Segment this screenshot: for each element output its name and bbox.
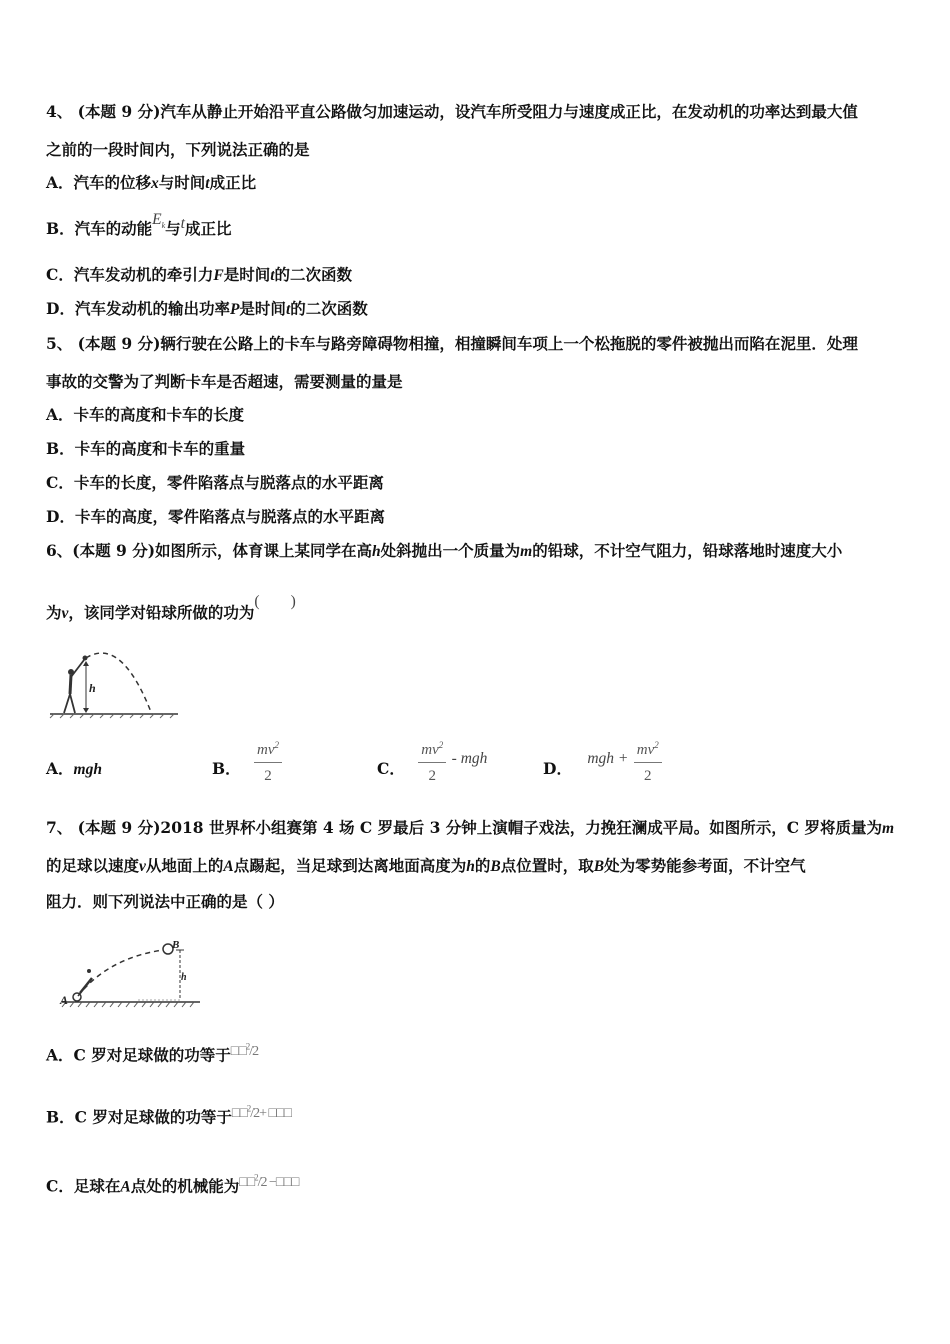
q7-option-c: C．足球在A点处的机械能为□□$^2$/2 −□□□ xyxy=(46,1172,299,1196)
q6-stem-line2: 为v，该同学对铅球所做的功为( ) xyxy=(46,593,296,622)
q4-option-b: B．汽车的动能$E_k$与t成正比 xyxy=(46,211,232,238)
q7-stem-line2: 的足球以速度v从地面上的A点踢起，当足球到达离地面高度为h的B点位置时，取B处为零势能参考面，不计空气 xyxy=(46,856,806,875)
q6-option-b: B． $\frac{mv^2}{2}$ xyxy=(212,735,282,786)
shot-put-figure xyxy=(46,646,181,720)
q6-stem-line1: 6、(本题 9 分)如图所示，体育课上某同学在高h处斜抛出一个质量为m的铅球，不计空气阻力，铅球落地时速度大小 xyxy=(46,541,843,560)
q7-option-b: B．C 罗对足球做的功等于□□$^2$/2+ □□□ xyxy=(46,1103,291,1127)
q4-stem-line2: 之前的一段时间内，下列说法正确的是 xyxy=(46,140,310,159)
height-label: h xyxy=(181,972,187,983)
q7-stem-line1: 7、 (本题 9 分)2018 世界杯小组赛第 4 场 C 罗最后 3 分钟上演帽子戏法，力挽狂澜成平局。如图所示，C 罗将质量为m xyxy=(46,818,895,837)
q5-option-b: B．卡车的高度和卡车的重量 xyxy=(46,439,246,458)
point-a-label: A xyxy=(60,993,69,1007)
q5-option-c: C．卡车的长度，零件陷落点与脱落点的水平距离 xyxy=(46,473,384,492)
q6-option-a: A．mgh xyxy=(46,759,102,778)
q4-option-c: C．汽车发动机的牵引力F是时间t的二次函数 xyxy=(46,265,353,284)
q7-option-a: A．C 罗对足球做的功等于□□$^2$/2 xyxy=(46,1041,259,1065)
height-label: h xyxy=(89,681,96,695)
q4-option-d: D．汽车发动机的输出功率P是时间t的二次函数 xyxy=(46,299,368,318)
point-b-label: B xyxy=(172,939,180,951)
answer-paren: ( ) xyxy=(254,593,296,610)
q5-stem-line2: 事故的交警为了判断卡车是否超速，需要测量的量是 xyxy=(46,372,403,391)
q4-option-a: A．汽车的位移x与时间t成正比 xyxy=(46,173,257,192)
q7-stem-line3: 阻力．则下列说法中正确的是（ ） xyxy=(46,892,284,911)
football-figure xyxy=(58,938,204,1012)
fraction-mv2-over-2: $\frac{mv^2}{2}$ xyxy=(254,735,282,786)
q5-option-d: D．卡车的高度，零件陷落点与脱落点的水平距离 xyxy=(46,507,385,526)
q5-option-a: A．卡车的高度和卡车的长度 xyxy=(46,405,245,424)
q6-option-d: D． mgh + $\frac{mv^2}{2}$ xyxy=(543,735,662,786)
q4-stem-line1: 4、 (本题 9 分)汽车从静止开始沿平直公路做匀加速运动，设汽车所受阻力与速度成正比，在发动机的功率达到最大值 xyxy=(46,102,858,121)
q6-option-c: C． $\frac{mv^2}{2}$ - mgh xyxy=(377,735,487,786)
q5-stem-line1: 5、 (本题 9 分)辆行驶在公路上的卡车与路旁障碍物相撞，相撞瞬间车项上一个松拖脱的零件被抛出而陷在泥里．处理 xyxy=(46,334,858,353)
